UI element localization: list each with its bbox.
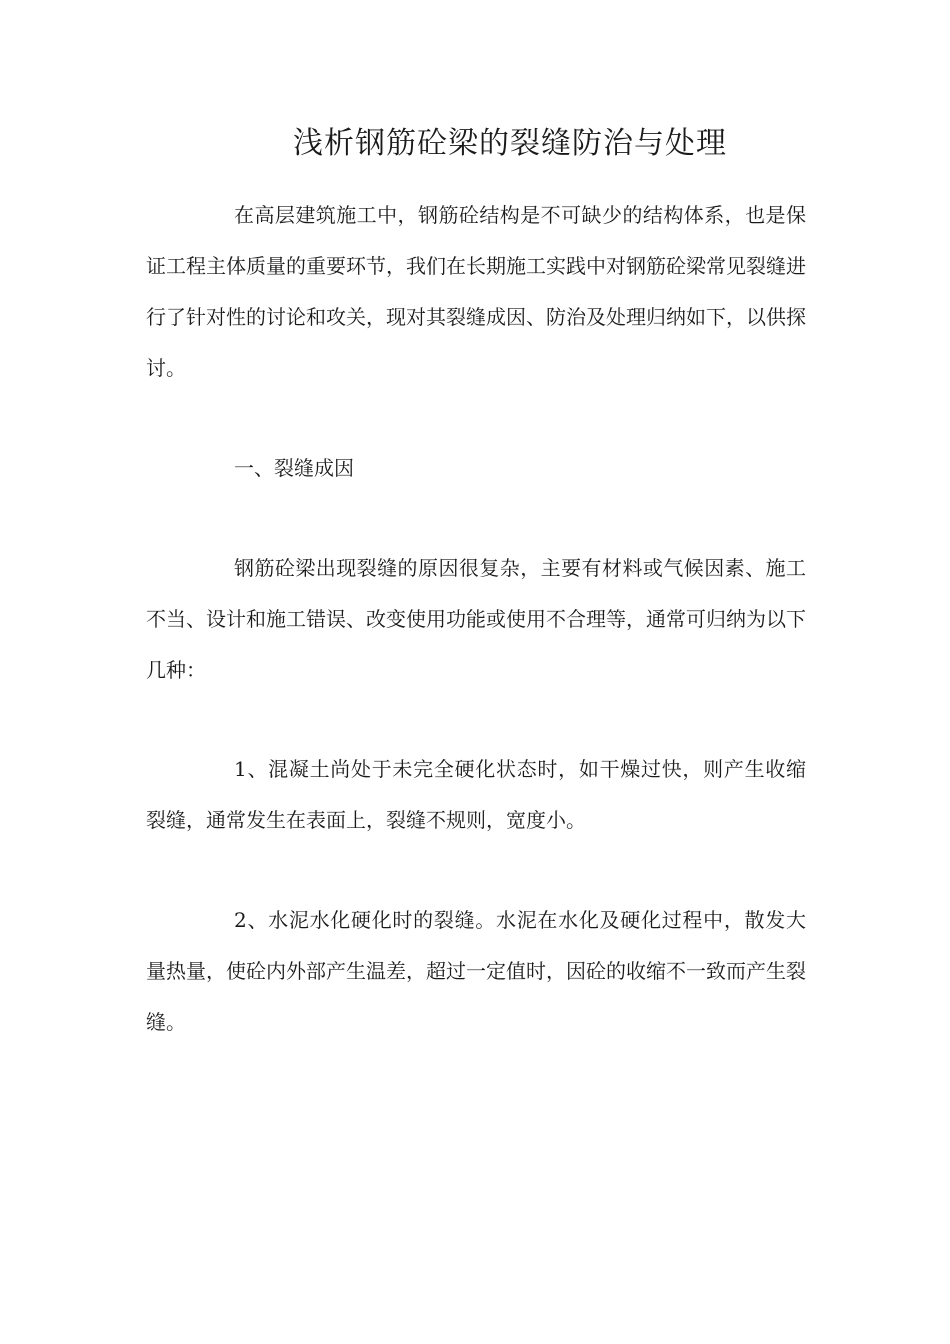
causes-paragraph: 钢筋砼梁出现裂缝的原因很复杂，主要有材料或气候因素、施工不当、设计和施工错误、改变使用功能或使用不合理等，通常可归纳为以下几种：	[146, 556, 806, 682]
intro-paragraph: 在高层建筑施工中，钢筋砼结构是不可缺少的结构体系，也是保证工程主体质量的重要环节，我们在长期施工实践中对钢筋砼梁常见裂缝进行了针对性的讨论和攻关，现对其裂缝成因、防治及处理归纳如下，以供探讨。	[146, 203, 806, 380]
cause-item-2: 2、水泥水化硬化时的裂缝。水泥在水化及硬化过程中，散发大量热量，使砼内外部产生温差，超过一定值时，因砼的收缩不一致而产生裂缝。	[146, 908, 806, 1034]
section-heading-causes: 一、裂缝成因	[234, 456, 354, 480]
document-title: 浅析钢筋砼梁的裂缝防治与处理	[293, 126, 727, 161]
cause-item-1: 1、混凝土尚处于未完全硬化状态时，如干燥过快，则产生收缩裂缝，通常发生在表面上，裂缝不规则，宽度小。	[146, 757, 806, 832]
